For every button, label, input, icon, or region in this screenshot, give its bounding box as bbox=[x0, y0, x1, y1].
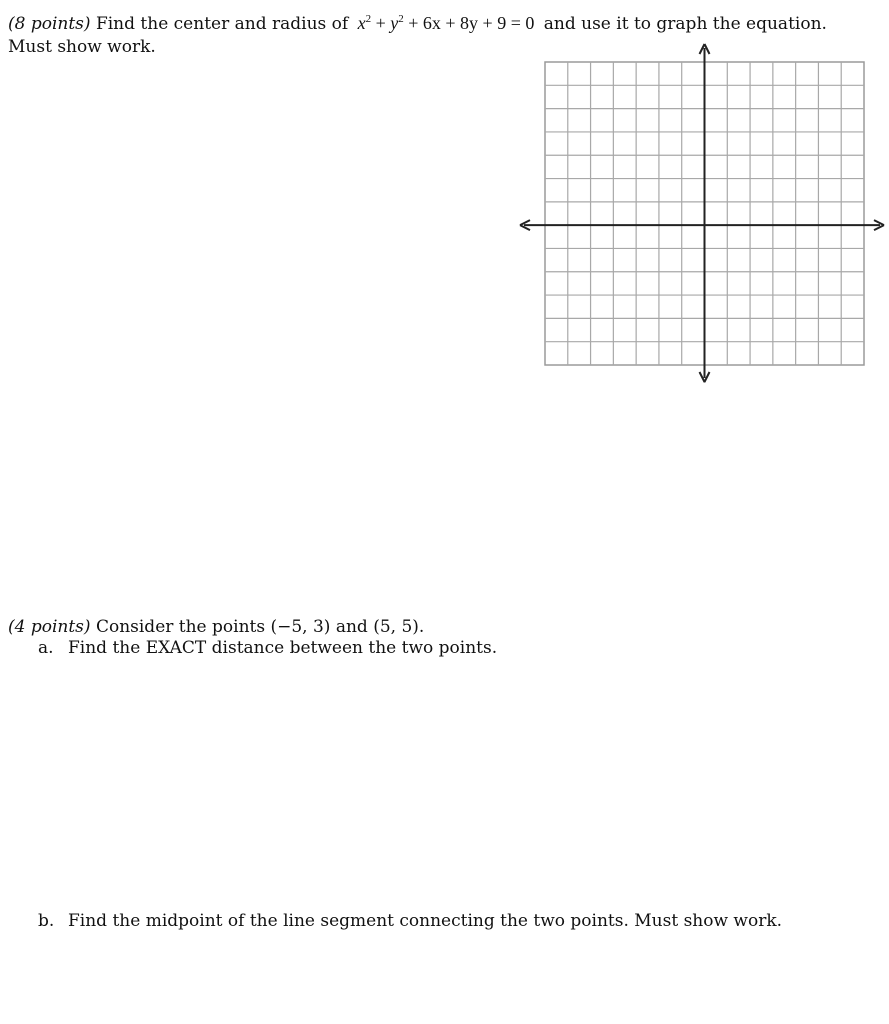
question-2-points: (4 points) bbox=[8, 617, 91, 637]
circle-equation bbox=[358, 13, 535, 33]
eq-x-term: x bbox=[357, 13, 366, 33]
eq-y-exponent: 2 bbox=[398, 13, 404, 25]
part-b-letter: b. bbox=[38, 911, 55, 931]
question-1-prompt-before: Find the center and radius of bbox=[95, 14, 349, 34]
question-2-part-b bbox=[38, 910, 782, 932]
question-1-prompt bbox=[8, 12, 827, 35]
question-2-prompt-text: Consider the points (−5, 3) and (5, 5). bbox=[95, 617, 425, 637]
eq-plus: + bbox=[371, 13, 391, 33]
eq-y-term: y bbox=[390, 13, 399, 33]
part-a-text: Find the EXACT distance between the two points. bbox=[68, 638, 498, 658]
eq-x-exponent: 2 bbox=[365, 13, 372, 25]
coordinate-grid bbox=[518, 42, 886, 386]
question-1-instruction: Must show work. bbox=[8, 37, 156, 57]
part-a-letter: a. bbox=[38, 638, 54, 658]
question-1-points: (8 points) bbox=[8, 14, 91, 34]
coordinate-grid-svg bbox=[518, 42, 886, 386]
part-b-text: Find the midpoint of the line segment connecting the two points. Must show work. bbox=[68, 911, 783, 931]
eq-rest: + 6x + 8y + 9 = 0 bbox=[403, 13, 535, 33]
question-2-prompt bbox=[8, 616, 424, 638]
question-1-prompt-after: and use it to graph the equation. bbox=[543, 14, 827, 34]
question-2-part-a bbox=[38, 637, 497, 659]
